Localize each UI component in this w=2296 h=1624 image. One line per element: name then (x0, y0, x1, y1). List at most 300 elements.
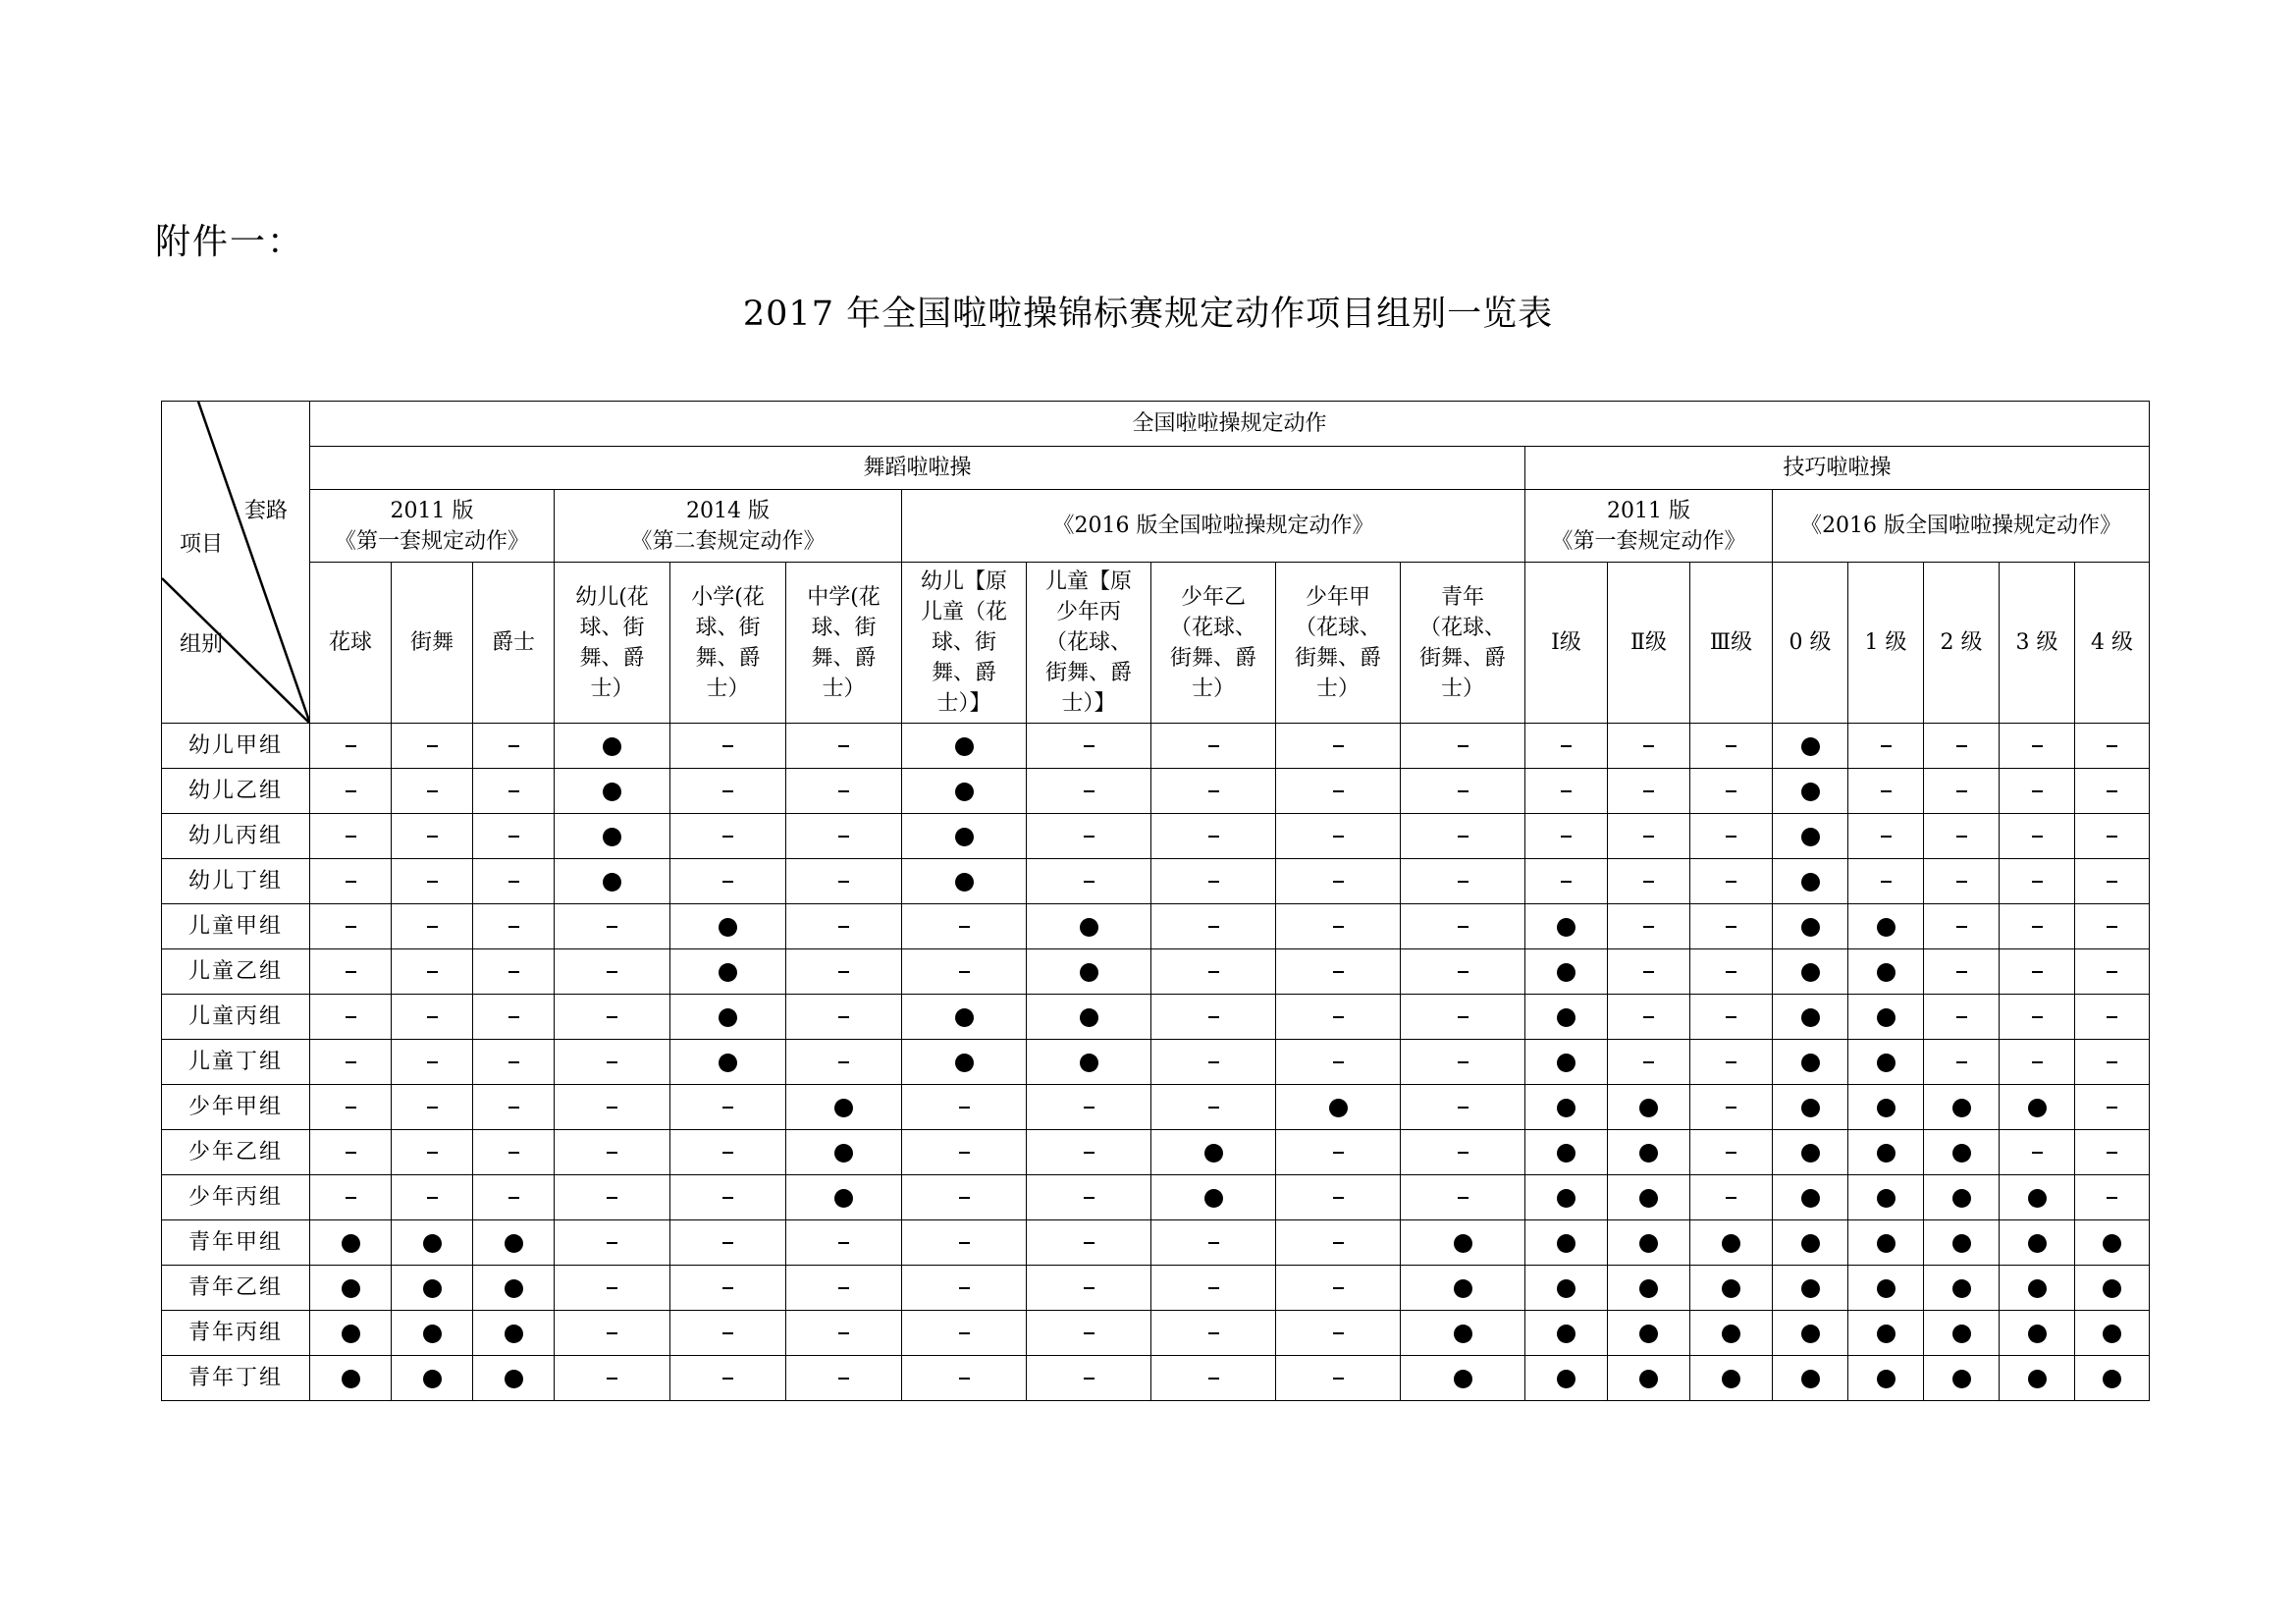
cell-no (392, 1130, 473, 1175)
no-dash (1458, 836, 1468, 838)
no-dash (346, 1016, 356, 1018)
no-dash (508, 836, 519, 838)
cell-no (1690, 724, 1773, 769)
column-header-line: 士） (1191, 676, 1235, 701)
yes-dot (1877, 1054, 1896, 1072)
yes-dot (423, 1279, 442, 1298)
cell-no (670, 769, 786, 814)
cell-no (1276, 769, 1401, 814)
row-label: 幼儿丁组 (162, 859, 310, 904)
cell-no (310, 1130, 392, 1175)
group-header-line1: 2014 版 (686, 498, 770, 523)
cell-yes (1773, 1266, 1848, 1311)
yes-dot (1639, 1189, 1658, 1208)
no-dash (722, 1152, 733, 1154)
cell-no (1525, 724, 1608, 769)
no-dash (1643, 881, 1654, 883)
no-dash (1561, 836, 1572, 838)
no-dash (1956, 836, 1967, 838)
cell-yes (310, 1220, 392, 1266)
cell-yes (1848, 1356, 1924, 1401)
cell-yes (1525, 1356, 1608, 1401)
table-row (162, 1130, 2150, 1175)
cell-no (1848, 814, 1924, 859)
no-dash (1084, 1152, 1095, 1154)
cell-no (555, 995, 670, 1040)
no-dash (1333, 745, 1344, 747)
cell-yes (392, 1266, 473, 1311)
yes-dot (505, 1325, 523, 1343)
cell-no (1027, 859, 1151, 904)
no-dash (2032, 881, 2043, 883)
no-dash (722, 1378, 733, 1380)
no-dash (1333, 790, 1344, 792)
column-header-line: 士）】 (1061, 691, 1116, 716)
yes-dot (1639, 1325, 1658, 1343)
column-header (310, 563, 392, 724)
cell-no (1848, 769, 1924, 814)
no-dash (1333, 1061, 1344, 1063)
no-dash (1458, 790, 1468, 792)
cell-yes (2075, 1356, 2150, 1401)
no-dash (1458, 1061, 1468, 1063)
no-dash (1208, 1287, 1219, 1289)
column-header (2075, 563, 2150, 724)
column-header-line: 3 级 (2015, 630, 2058, 655)
cell-no (786, 1220, 902, 1266)
group-header (1525, 490, 1773, 563)
column-header (555, 563, 670, 724)
cell-no (670, 1266, 786, 1311)
column-header-line: 4 级 (2091, 630, 2134, 655)
cell-yes (2000, 1220, 2075, 1266)
yes-dot (1877, 1370, 1896, 1388)
cell-no (1690, 769, 1773, 814)
cell-no (1690, 1085, 1773, 1130)
column-header-line: 街舞、爵 (1169, 645, 1256, 671)
no-dash (838, 1061, 849, 1063)
column-header-line: 2 级 (1940, 630, 1983, 655)
no-dash (427, 1016, 438, 1018)
cell-yes (1924, 1085, 2000, 1130)
no-dash (1333, 1378, 1344, 1380)
cell-yes (1027, 995, 1151, 1040)
no-dash (838, 1332, 849, 1334)
cell-yes (473, 1356, 555, 1401)
cell-no (1276, 859, 1401, 904)
cell-no (555, 949, 670, 995)
yes-dot (1801, 1189, 1820, 1208)
no-dash (1956, 926, 1967, 928)
cell-yes (555, 724, 670, 769)
cell-no (1401, 949, 1525, 995)
no-dash (838, 1378, 849, 1380)
cell-yes (2000, 1266, 2075, 1311)
row-label: 幼儿丙组 (162, 814, 310, 859)
cell-yes (1848, 904, 1924, 949)
no-dash (607, 1061, 617, 1063)
no-dash (1333, 1016, 1344, 1018)
no-dash (1333, 1287, 1344, 1289)
column-header-line: 少年甲 (1305, 584, 1370, 610)
no-dash (2032, 1016, 2043, 1018)
cell-no (1027, 1085, 1151, 1130)
yes-dot (1801, 1008, 1820, 1027)
group-header-line1: 2011 版 (390, 498, 474, 523)
cell-no (1027, 814, 1151, 859)
cell-no (1608, 949, 1690, 995)
cell-no (1848, 859, 1924, 904)
no-dash (2032, 790, 2043, 792)
column-header-line: 球、街 (579, 615, 645, 640)
yes-dot (2028, 1099, 2047, 1117)
column-header (1276, 563, 1401, 724)
cell-no (1608, 995, 1690, 1040)
cell-no (1151, 724, 1276, 769)
yes-dot (603, 873, 621, 892)
no-dash (722, 790, 733, 792)
row-label: 青年甲组 (162, 1220, 310, 1266)
yes-dot (1877, 1234, 1896, 1253)
yes-dot (1722, 1279, 1740, 1298)
yes-dot (603, 783, 621, 801)
no-dash (2107, 1016, 2117, 1018)
header-corner (162, 402, 310, 724)
yes-dot (2028, 1234, 2047, 1253)
yes-dot (955, 828, 974, 846)
column-header-line: 球、街 (811, 615, 877, 640)
row-label: 少年乙组 (162, 1130, 310, 1175)
no-dash (508, 745, 519, 747)
no-dash (2032, 1061, 2043, 1063)
no-dash (838, 745, 849, 747)
cell-no (392, 724, 473, 769)
cell-no (786, 949, 902, 995)
cell-no (1276, 1356, 1401, 1401)
yes-dot (2103, 1279, 2121, 1298)
no-dash (2107, 836, 2117, 838)
cell-no (786, 769, 902, 814)
group-header-line2: 《第二套规定动作》 (630, 528, 826, 554)
no-dash (607, 971, 617, 973)
cell-no (310, 995, 392, 1040)
no-dash (1726, 1061, 1736, 1063)
no-dash (2107, 881, 2117, 883)
cell-no (1924, 1040, 2000, 1085)
row-label: 儿童丙组 (162, 995, 310, 1040)
no-dash (1726, 926, 1736, 928)
yes-dot (505, 1234, 523, 1253)
cell-yes (1924, 1266, 2000, 1311)
cell-no (392, 859, 473, 904)
cell-no (2075, 949, 2150, 995)
no-dash (427, 790, 438, 792)
no-dash (1726, 790, 1736, 792)
no-dash (1956, 1061, 1967, 1063)
cell-no (1276, 904, 1401, 949)
column-header (1924, 563, 2000, 724)
cell-yes (1924, 1356, 2000, 1401)
cell-no (2000, 1040, 2075, 1085)
yes-dot (955, 1008, 974, 1027)
no-dash (427, 1197, 438, 1199)
cell-yes (786, 1085, 902, 1130)
yes-dot (423, 1234, 442, 1253)
cell-yes (670, 949, 786, 995)
no-dash (508, 881, 519, 883)
no-dash (1726, 971, 1736, 973)
column-header-line: 青年 (1440, 584, 1484, 610)
row-label: 幼儿甲组 (162, 724, 310, 769)
column-header (2000, 563, 2075, 724)
cell-no (1924, 949, 2000, 995)
yes-dot (1454, 1279, 1472, 1298)
cell-no (1924, 995, 2000, 1040)
cell-no (1690, 1040, 1773, 1085)
cell-yes (902, 724, 1027, 769)
cell-no (1276, 1266, 1401, 1311)
column-header-line: 士） (706, 676, 750, 701)
cell-yes (2075, 1220, 2150, 1266)
no-dash (1458, 881, 1468, 883)
cell-no (1401, 1085, 1525, 1130)
cell-no (1401, 1130, 1525, 1175)
cell-no (473, 769, 555, 814)
cell-yes (902, 1040, 1027, 1085)
cell-yes (1027, 1040, 1151, 1085)
cell-no (1525, 814, 1608, 859)
yes-dot (1080, 918, 1098, 937)
column-header-line: 球、街 (695, 615, 761, 640)
column-header-line: 舞、爵 (931, 661, 996, 685)
row-label: 青年丁组 (162, 1356, 310, 1401)
cell-yes (473, 1220, 555, 1266)
table-row (162, 1311, 2150, 1356)
cell-no (670, 724, 786, 769)
no-dash (2107, 971, 2117, 973)
cell-no (555, 1130, 670, 1175)
cell-no (902, 904, 1027, 949)
cell-no (1151, 1040, 1276, 1085)
no-dash (1208, 881, 1219, 883)
cell-yes (1848, 1040, 1924, 1085)
column-header (1027, 563, 1151, 724)
no-dash (346, 881, 356, 883)
column-header-line: 少年丙 (1055, 600, 1121, 624)
cell-no (1276, 724, 1401, 769)
cell-no (2075, 859, 2150, 904)
cell-yes (1525, 1311, 1608, 1356)
cell-no (786, 1311, 902, 1356)
cell-no (1027, 769, 1151, 814)
cell-yes (1401, 1266, 1525, 1311)
cell-yes (1773, 904, 1848, 949)
no-dash (1956, 790, 1967, 792)
cell-yes (1525, 1130, 1608, 1175)
cell-no (1690, 995, 1773, 1040)
cell-no (670, 1085, 786, 1130)
yes-dot (505, 1279, 523, 1298)
no-dash (346, 790, 356, 792)
no-dash (838, 836, 849, 838)
cell-no (1608, 724, 1690, 769)
competition-table (161, 401, 2150, 1401)
yes-dot (719, 1054, 737, 1072)
section-skill: 技巧啦啦操 (1525, 447, 2150, 490)
yes-dot (1877, 1144, 1896, 1163)
cell-yes (1401, 1220, 1525, 1266)
group-header (1773, 490, 2150, 563)
no-dash (838, 971, 849, 973)
cell-no (1608, 814, 1690, 859)
no-dash (2107, 926, 2117, 928)
cell-yes (310, 1311, 392, 1356)
column-header-line: （花球、 (1169, 615, 1256, 640)
cell-no (555, 1220, 670, 1266)
cell-no (473, 1130, 555, 1175)
no-dash (1208, 1061, 1219, 1063)
cell-yes (2075, 1266, 2150, 1311)
cell-no (1027, 1130, 1151, 1175)
no-dash (2107, 1107, 2117, 1109)
column-header-line: 1 级 (1864, 630, 1907, 655)
cell-yes (1525, 1085, 1608, 1130)
no-dash (2107, 1152, 2117, 1154)
no-dash (1208, 836, 1219, 838)
yes-dot (1722, 1370, 1740, 1388)
cell-no (1027, 1220, 1151, 1266)
no-dash (1561, 790, 1572, 792)
cell-no (555, 1356, 670, 1401)
column-header (1151, 563, 1276, 724)
group-header (310, 490, 555, 563)
cell-yes (1924, 1311, 2000, 1356)
column-header-line: 街舞、爵 (1294, 645, 1381, 671)
no-dash (1881, 745, 1892, 747)
no-dash (1208, 1332, 1219, 1334)
yes-dot (955, 783, 974, 801)
cell-yes (1690, 1311, 1773, 1356)
column-header-line: （花球、 (1294, 615, 1381, 640)
cell-no (392, 995, 473, 1040)
no-dash (722, 1242, 733, 1244)
table-row (162, 1220, 2150, 1266)
no-dash (346, 745, 356, 747)
yes-dot (2028, 1189, 2047, 1208)
table-row (162, 1040, 2150, 1085)
cell-yes (392, 1356, 473, 1401)
no-dash (607, 1242, 617, 1244)
no-dash (1333, 1242, 1344, 1244)
no-dash (427, 745, 438, 747)
yes-dot (1557, 963, 1575, 982)
cell-yes (1773, 769, 1848, 814)
table-row (162, 904, 2150, 949)
cell-no (1525, 769, 1608, 814)
no-dash (1084, 1332, 1095, 1334)
cell-no (473, 995, 555, 1040)
yes-dot (1801, 1279, 1820, 1298)
no-dash (1084, 836, 1095, 838)
cell-no (1276, 1175, 1401, 1220)
cell-no (670, 859, 786, 904)
cell-no (1924, 814, 2000, 859)
cell-no (1027, 1311, 1151, 1356)
yes-dot (423, 1370, 442, 1388)
yes-dot (1639, 1099, 1658, 1117)
yes-dot (1557, 1370, 1575, 1388)
cell-no (1848, 724, 1924, 769)
cell-no (392, 1040, 473, 1085)
cell-yes (1151, 1175, 1276, 1220)
cell-yes (392, 1311, 473, 1356)
yes-dot (1801, 783, 1820, 801)
cell-no (1151, 859, 1276, 904)
cell-yes (1924, 1130, 2000, 1175)
yes-dot (2103, 1325, 2121, 1343)
cell-yes (670, 1040, 786, 1085)
cell-no (1027, 1266, 1151, 1311)
cell-yes (1773, 1175, 1848, 1220)
cell-yes (1773, 995, 1848, 1040)
no-dash (1726, 1152, 1736, 1154)
no-dash (959, 971, 970, 973)
cell-no (786, 814, 902, 859)
cell-no (1151, 904, 1276, 949)
no-dash (1333, 836, 1344, 838)
column-header-line: 舞、爵 (579, 645, 645, 671)
cell-yes (310, 1356, 392, 1401)
cell-no (670, 1311, 786, 1356)
column-header (786, 563, 902, 724)
yes-dot (1557, 1279, 1575, 1298)
no-dash (1458, 971, 1468, 973)
column-header-line: 士）】 (936, 691, 991, 716)
yes-dot (1877, 1189, 1896, 1208)
row-label: 儿童乙组 (162, 949, 310, 995)
cell-yes (1401, 1311, 1525, 1356)
no-dash (1208, 971, 1219, 973)
cell-no (392, 904, 473, 949)
row-label: 青年乙组 (162, 1266, 310, 1311)
no-dash (607, 1107, 617, 1109)
cell-no (2000, 949, 2075, 995)
no-dash (1956, 745, 1967, 747)
cell-no (392, 814, 473, 859)
cell-yes (1773, 814, 1848, 859)
cell-yes (1848, 949, 1924, 995)
cell-no (786, 724, 902, 769)
yes-dot (1557, 1189, 1575, 1208)
table-row (162, 1356, 2150, 1401)
column-header-line: 爵士 (491, 630, 535, 655)
yes-dot (1801, 828, 1820, 846)
column-header (1608, 563, 1690, 724)
cell-yes (1848, 1311, 1924, 1356)
cell-yes (392, 1220, 473, 1266)
cell-yes (670, 904, 786, 949)
table-row (162, 859, 2150, 904)
yes-dot (1080, 1008, 1098, 1027)
group-header (555, 490, 902, 563)
no-dash (1333, 971, 1344, 973)
no-dash (959, 926, 970, 928)
no-dash (722, 1197, 733, 1199)
yes-dot (1454, 1234, 1472, 1253)
yes-dot (1801, 873, 1820, 892)
column-header-line: 街舞 (409, 630, 454, 655)
cell-yes (1525, 904, 1608, 949)
